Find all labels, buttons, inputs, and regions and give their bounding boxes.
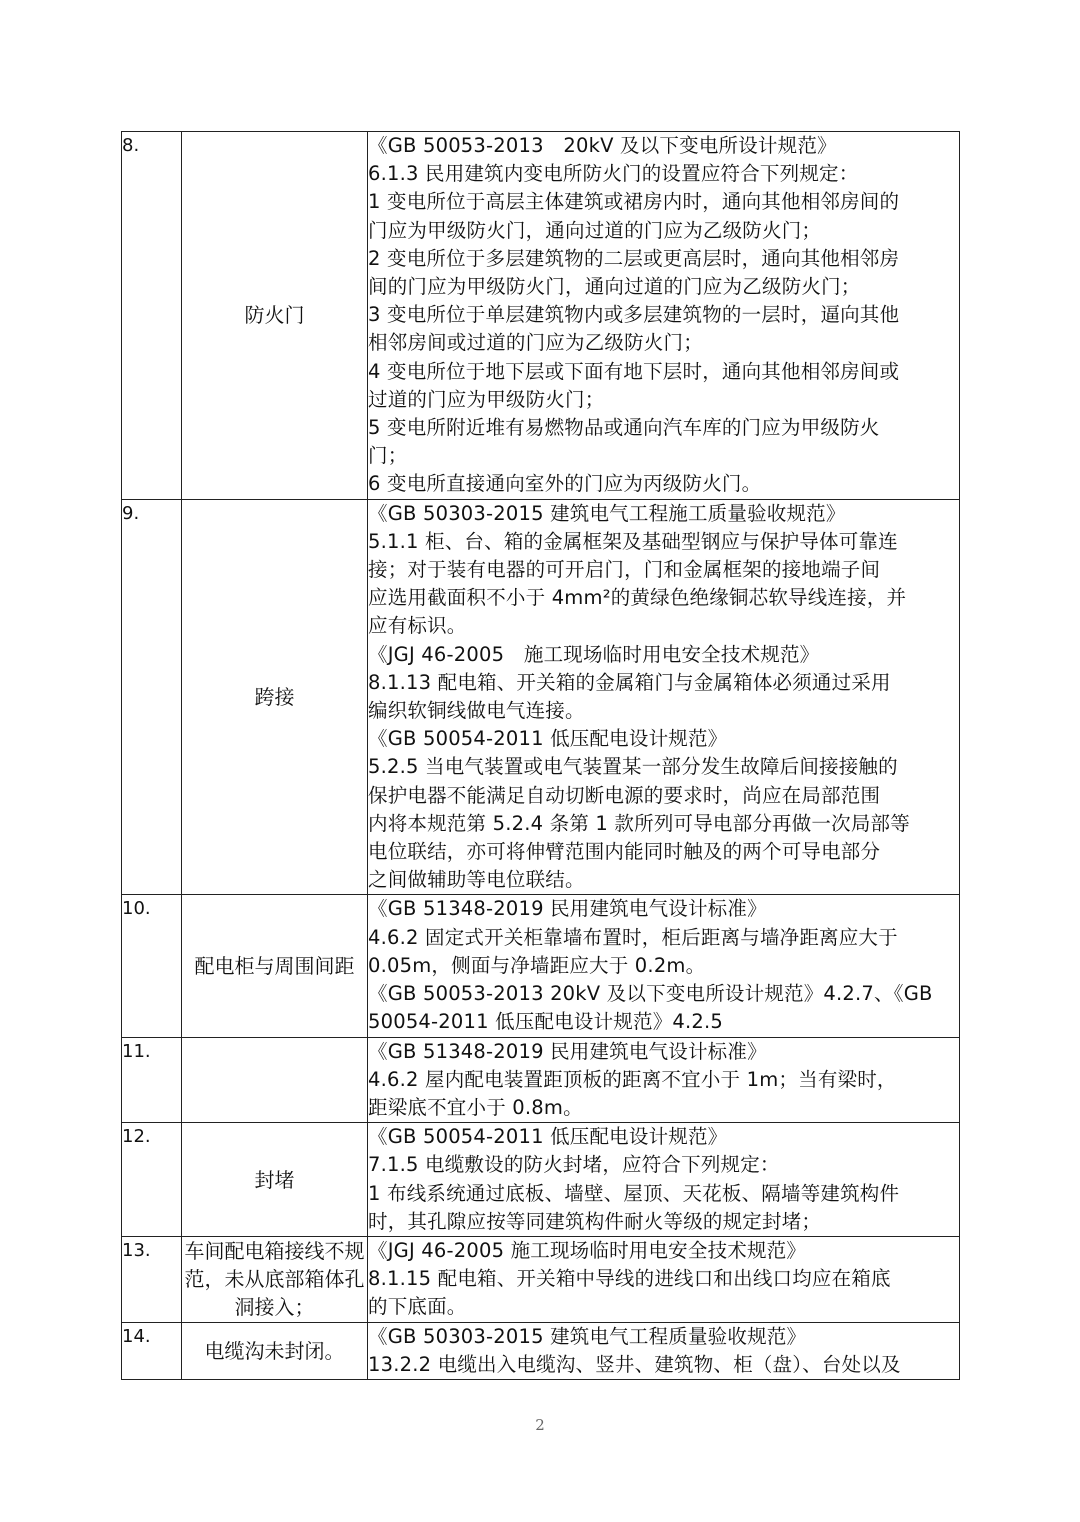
row-number: 11. — [122, 1037, 182, 1123]
inspection-item: 电缆沟未封闭。 — [182, 1322, 368, 1379]
regulation-line: 1 变电所位于高层主体建筑或裙房内时，通向其他相邻房间的 — [368, 190, 900, 214]
regulation-line: 4 变电所位于地下层或下面有地下层时，通向其他相邻房间或 — [368, 359, 900, 383]
inspection-item: 封堵 — [182, 1123, 368, 1237]
regulation-line: 相邻房间或过道的门应为乙级防火门； — [368, 331, 703, 355]
row-number: 10. — [122, 895, 182, 1037]
regulation-line: 13.2.2 电缆出入电缆沟、竖井、建筑物、柜（盘）、台处以及 — [368, 1352, 901, 1376]
table-body — [122, 132, 960, 1380]
regulation-line: 《GB 51348-2019 民用建筑电气设计标准》 — [368, 1039, 767, 1063]
regulation-line: 过道的门应为甲级防火门； — [368, 387, 605, 411]
table-row — [122, 1322, 960, 1379]
regulation-line: 5.2.5 当电气装置或电气装置某一部分发生故障后间接接触的 — [368, 755, 898, 779]
regulation-line: 3 变电所位于单层建筑物内或多层建筑物的一层时，逼向其他 — [368, 303, 900, 327]
table-row — [122, 1037, 960, 1123]
regulation-line: 应有标识。 — [368, 614, 467, 638]
page-number: 2 — [535, 1416, 545, 1434]
inspection-item: 跨接 — [182, 499, 368, 895]
regulation-line: 6.1.3 民用建筑内变电所防火门的设置应符合下列规定： — [368, 162, 859, 186]
row-number: 13. — [122, 1236, 182, 1322]
regulation-line: 0.05m，侧面与净墙距应大于 0.2m。 — [368, 953, 706, 977]
inspection-item: 防火门 — [182, 132, 368, 500]
regulation-line: 保护电器不能满足自动切断电源的要求时，尚应在局部范围 — [368, 783, 881, 807]
regulation-line: 《GB 50053-2013 20kV 及以下变电所设计规范》 — [368, 134, 837, 157]
regulation-line: 《GB 50054-2011 低压配电设计规范》 — [368, 1125, 728, 1149]
row-number: 8. — [122, 132, 182, 500]
inspection-item — [182, 1037, 368, 1123]
regulation-line: 7.1.5 电缆敷设的防火封堵，应符合下列规定： — [368, 1153, 780, 1177]
regulation-line: 间的门应为甲级防火门，通向过道的门应为乙级防火门； — [368, 275, 861, 299]
regulation-line: 1 布线系统通过底板、墙壁、屋顶、天花板、隔墙等建筑构件 — [368, 1181, 900, 1205]
inspection-item: 配电柜与周围间距 — [182, 895, 368, 1037]
regulation-line: 5.1.1 柜、台、箱的金属框架及基础型钢应与保护导体可靠连 — [368, 529, 898, 553]
regulation-line: 4.6.2 屋内配电装置距顶板的距离不宜小于 1m；当有梁时， — [368, 1067, 897, 1091]
regulation-text — [368, 1037, 960, 1123]
regulation-line: 《GB 50053-2013 20kV 及以下变电所设计规范》4.2.7、《GB — [368, 982, 933, 1006]
table-row — [122, 895, 960, 1037]
regulation-line: 编织软铜线做电气连接。 — [368, 699, 585, 723]
regulation-line: 接；对于装有电器的可开启门，门和金属框架的接地端子间 — [368, 558, 881, 582]
row-number: 12. — [122, 1123, 182, 1237]
regulation-table — [121, 131, 960, 1380]
regulation-text — [368, 895, 960, 1037]
regulation-line: 8.1.15 配电箱、开关箱中导线的进线口和出线口均应在箱底 — [368, 1267, 891, 1291]
regulation-line: 《JGJ 46-2005 施工现场临时用电安全技术规范》 — [368, 642, 820, 666]
regulation-line: 的下底面。 — [368, 1295, 467, 1319]
regulation-text — [368, 1322, 960, 1379]
regulation-line: 50054-2011 低压配电设计规范》4.2.5 — [368, 1010, 724, 1034]
regulation-line: 2 变电所位于多层建筑物的二层或更高层时，通向其他相邻房 — [368, 246, 900, 270]
regulation-line: 距梁底不宜小于 0.8m。 — [368, 1095, 583, 1119]
regulation-text — [368, 1236, 960, 1322]
table-row — [122, 1123, 960, 1237]
regulation-line: 《GB 50303-2015 建筑电气工程质量验收规范》 — [368, 1324, 807, 1348]
regulation-text — [368, 1123, 960, 1237]
regulation-text — [368, 499, 960, 895]
regulation-line: 应选用截面积不小于 4mm²的黄绿色绝缘铜芯软导线连接，并 — [368, 586, 907, 610]
regulation-line: 《GB 50303-2015 建筑电气工程施工质量验收规范》 — [368, 501, 846, 525]
row-number: 14. — [122, 1322, 182, 1379]
regulation-line: 时，其孔隙应按等同建筑构件耐火等级的规定封堵； — [368, 1209, 822, 1233]
regulation-line: 6 变电所直接通向室外的门应为丙级防火门。 — [368, 472, 762, 496]
regulation-line: 4.6.2 固定式开关柜靠墙布置时，柜后距离与墙净距离应大于 — [368, 925, 898, 949]
regulation-line: 内将本规范第 5.2.4 条第 1 款所列可导电部分再做一次局部等 — [368, 811, 910, 835]
table-row — [122, 1236, 960, 1322]
table-row — [122, 132, 960, 500]
regulation-line: 门应为甲级防火门，通向过道的门应为乙级防火门； — [368, 218, 822, 242]
regulation-line: 《GB 50054-2011 低压配电设计规范》 — [368, 727, 728, 751]
regulation-line: 门； — [368, 444, 408, 468]
regulation-line: 之间做辅助等电位联结。 — [368, 868, 585, 892]
row-number: 9. — [122, 499, 182, 895]
regulation-line: 5 变电所附近堆有易燃物品或通向汽车库的门应为甲级防火 — [368, 416, 880, 440]
regulation-line: 《JGJ 46-2005 施工现场临时用电安全技术规范》 — [368, 1238, 807, 1262]
regulation-text — [368, 132, 960, 500]
table-row — [122, 499, 960, 895]
regulation-line: 8.1.13 配电箱、开关箱的金属箱门与金属箱体必须通过采用 — [368, 670, 891, 694]
inspection-item: 车间配电箱接线不规范，未从底部箱体孔洞接入； — [182, 1236, 368, 1322]
regulation-line: 电位联结，亦可将伸臂范围内能同时触及的两个可导电部分 — [368, 840, 881, 864]
regulation-line: 《GB 51348-2019 民用建筑电气设计标准》 — [368, 897, 767, 921]
